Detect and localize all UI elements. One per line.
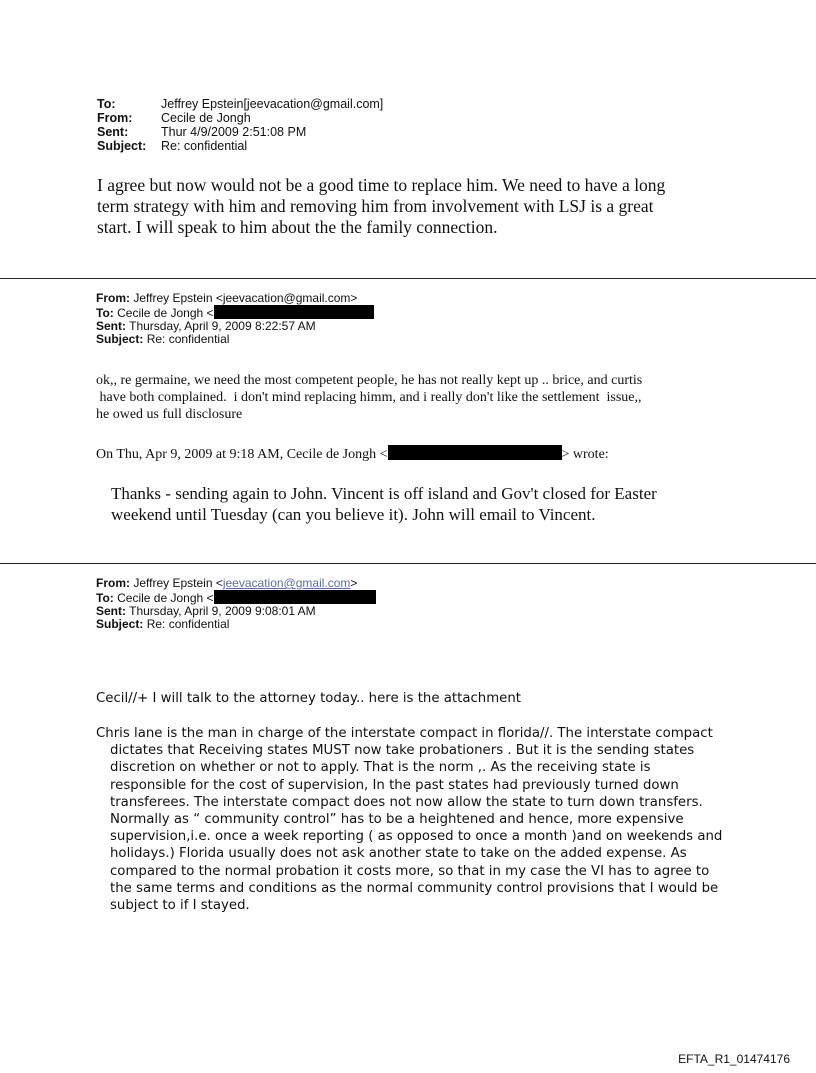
body-line: have both complained. i don't mind replacing himm, and i really don't like the settlement issue,,	[96, 390, 642, 405]
header-label: Subject:	[96, 617, 144, 631]
header-value: Jeffrey Epstein <	[133, 576, 223, 590]
document-id: EFTA_R1_01474176	[678, 1052, 790, 1066]
header-from-row	[96, 292, 374, 305]
msg3-paragraph: Chris lane is the man in charge of the interstate compact in florida//. The interstate compact dictates that Receiving states MUST now take probationers . But it is the sending states discretion on whether or not to apply. That is the norm ,. As the receiving state is responsible for the cost of supervision, In the past states had previously turned down transferees. The interstate compact does not now allow the state to turn down transfers. Normally as “ community control” has to be a heightened and hence, more expensive supervision,i.e. once a week reporting ( as opposed to once a month )and on weekends and holidays.) Florida usually does not ask another state to take on the added expense. As compared to the normal probation it costs more, so that in my case the VI has to agree to the same terms and conditions as the normal community control provisions that I would be subject to if I stayed.	[96, 726, 723, 914]
header-value: Cecile de Jongh	[161, 111, 251, 125]
msg1-body	[97, 175, 737, 238]
quoted-text	[111, 483, 751, 525]
header-subject-row	[97, 139, 383, 153]
quote-line: Thanks - sending again to John. Vincent is off island and Gov't closed for Easter	[111, 484, 657, 503]
header-label: To:	[97, 97, 116, 111]
header-value: Cecile de Jongh <	[117, 591, 214, 605]
header-sent-row	[97, 125, 383, 139]
divider	[0, 278, 816, 279]
header-subject-row	[96, 618, 376, 631]
header-from-row	[97, 111, 383, 125]
msg3-first-line: Cecil//+ I will talk to the attorney today.. here is the attachment	[96, 691, 521, 706]
header-value: Jeffrey Epstein <jeevacation@gmail.com>	[133, 291, 358, 305]
header-label: Subject:	[96, 332, 144, 346]
quote-intro-text: On Thu, Apr 9, 2009 at 9:18 AM, Cecile de Jongh <	[96, 447, 388, 462]
header-value: Re: confidential	[146, 617, 230, 631]
redaction-bar	[214, 305, 374, 319]
body-line: term strategy with him and removing him from involvement with LSJ is a great	[97, 196, 654, 216]
header-label: From:	[96, 291, 130, 305]
body-line: ok,, re germaine, we need the most competent people, he has not really kept up .. brice, and curtis	[96, 373, 643, 388]
divider	[0, 563, 816, 564]
msg1-header	[97, 97, 383, 153]
header-label: From:	[97, 111, 133, 125]
header-to-row	[96, 590, 376, 605]
msg2-body	[96, 372, 756, 423]
header-label: From:	[96, 576, 130, 590]
redaction-bar	[214, 590, 376, 604]
quote-intro-end: > wrote:	[561, 447, 609, 462]
header-value: Thur 4/9/2009 2:51:08 PM	[161, 125, 307, 139]
header-value: Jeffrey Epstein[jeevacation@gmail.com]	[161, 97, 384, 111]
header-value: Thursday, April 9, 2009 9:08:01 AM	[129, 604, 316, 618]
header-label: Sent:	[96, 604, 126, 618]
header-to-row	[97, 97, 383, 111]
header-label: Sent:	[96, 319, 126, 333]
body-line: he owed us full disclosure	[96, 407, 243, 422]
header-label: To:	[96, 306, 114, 320]
quote-intro	[96, 445, 736, 463]
body-line: I agree but now would not be a good time to replace him. We need to have a long	[97, 175, 666, 195]
header-value: Re: confidential	[146, 332, 230, 346]
header-subject-row	[96, 333, 374, 346]
header-value-suffix: >	[350, 576, 358, 590]
email-link[interactable]: jeevacation@gmail.com	[222, 576, 351, 590]
msg3-header	[96, 577, 376, 631]
header-label: Sent:	[97, 125, 129, 139]
header-label: To:	[96, 591, 114, 605]
header-value: Re: confidential	[161, 139, 248, 153]
header-value: Thursday, April 9, 2009 8:22:57 AM	[129, 319, 316, 333]
header-to-row	[96, 305, 374, 320]
redaction-bar	[388, 445, 562, 460]
header-label: Subject:	[97, 139, 147, 153]
msg2-header	[96, 292, 374, 346]
header-from-row	[96, 577, 376, 590]
quote-line: weekend until Tuesday (can you believe it). John will email to Vincent.	[111, 505, 596, 524]
body-line: start. I will speak to him about the the family connection.	[97, 217, 498, 237]
header-value: Cecile de Jongh <	[117, 306, 214, 320]
